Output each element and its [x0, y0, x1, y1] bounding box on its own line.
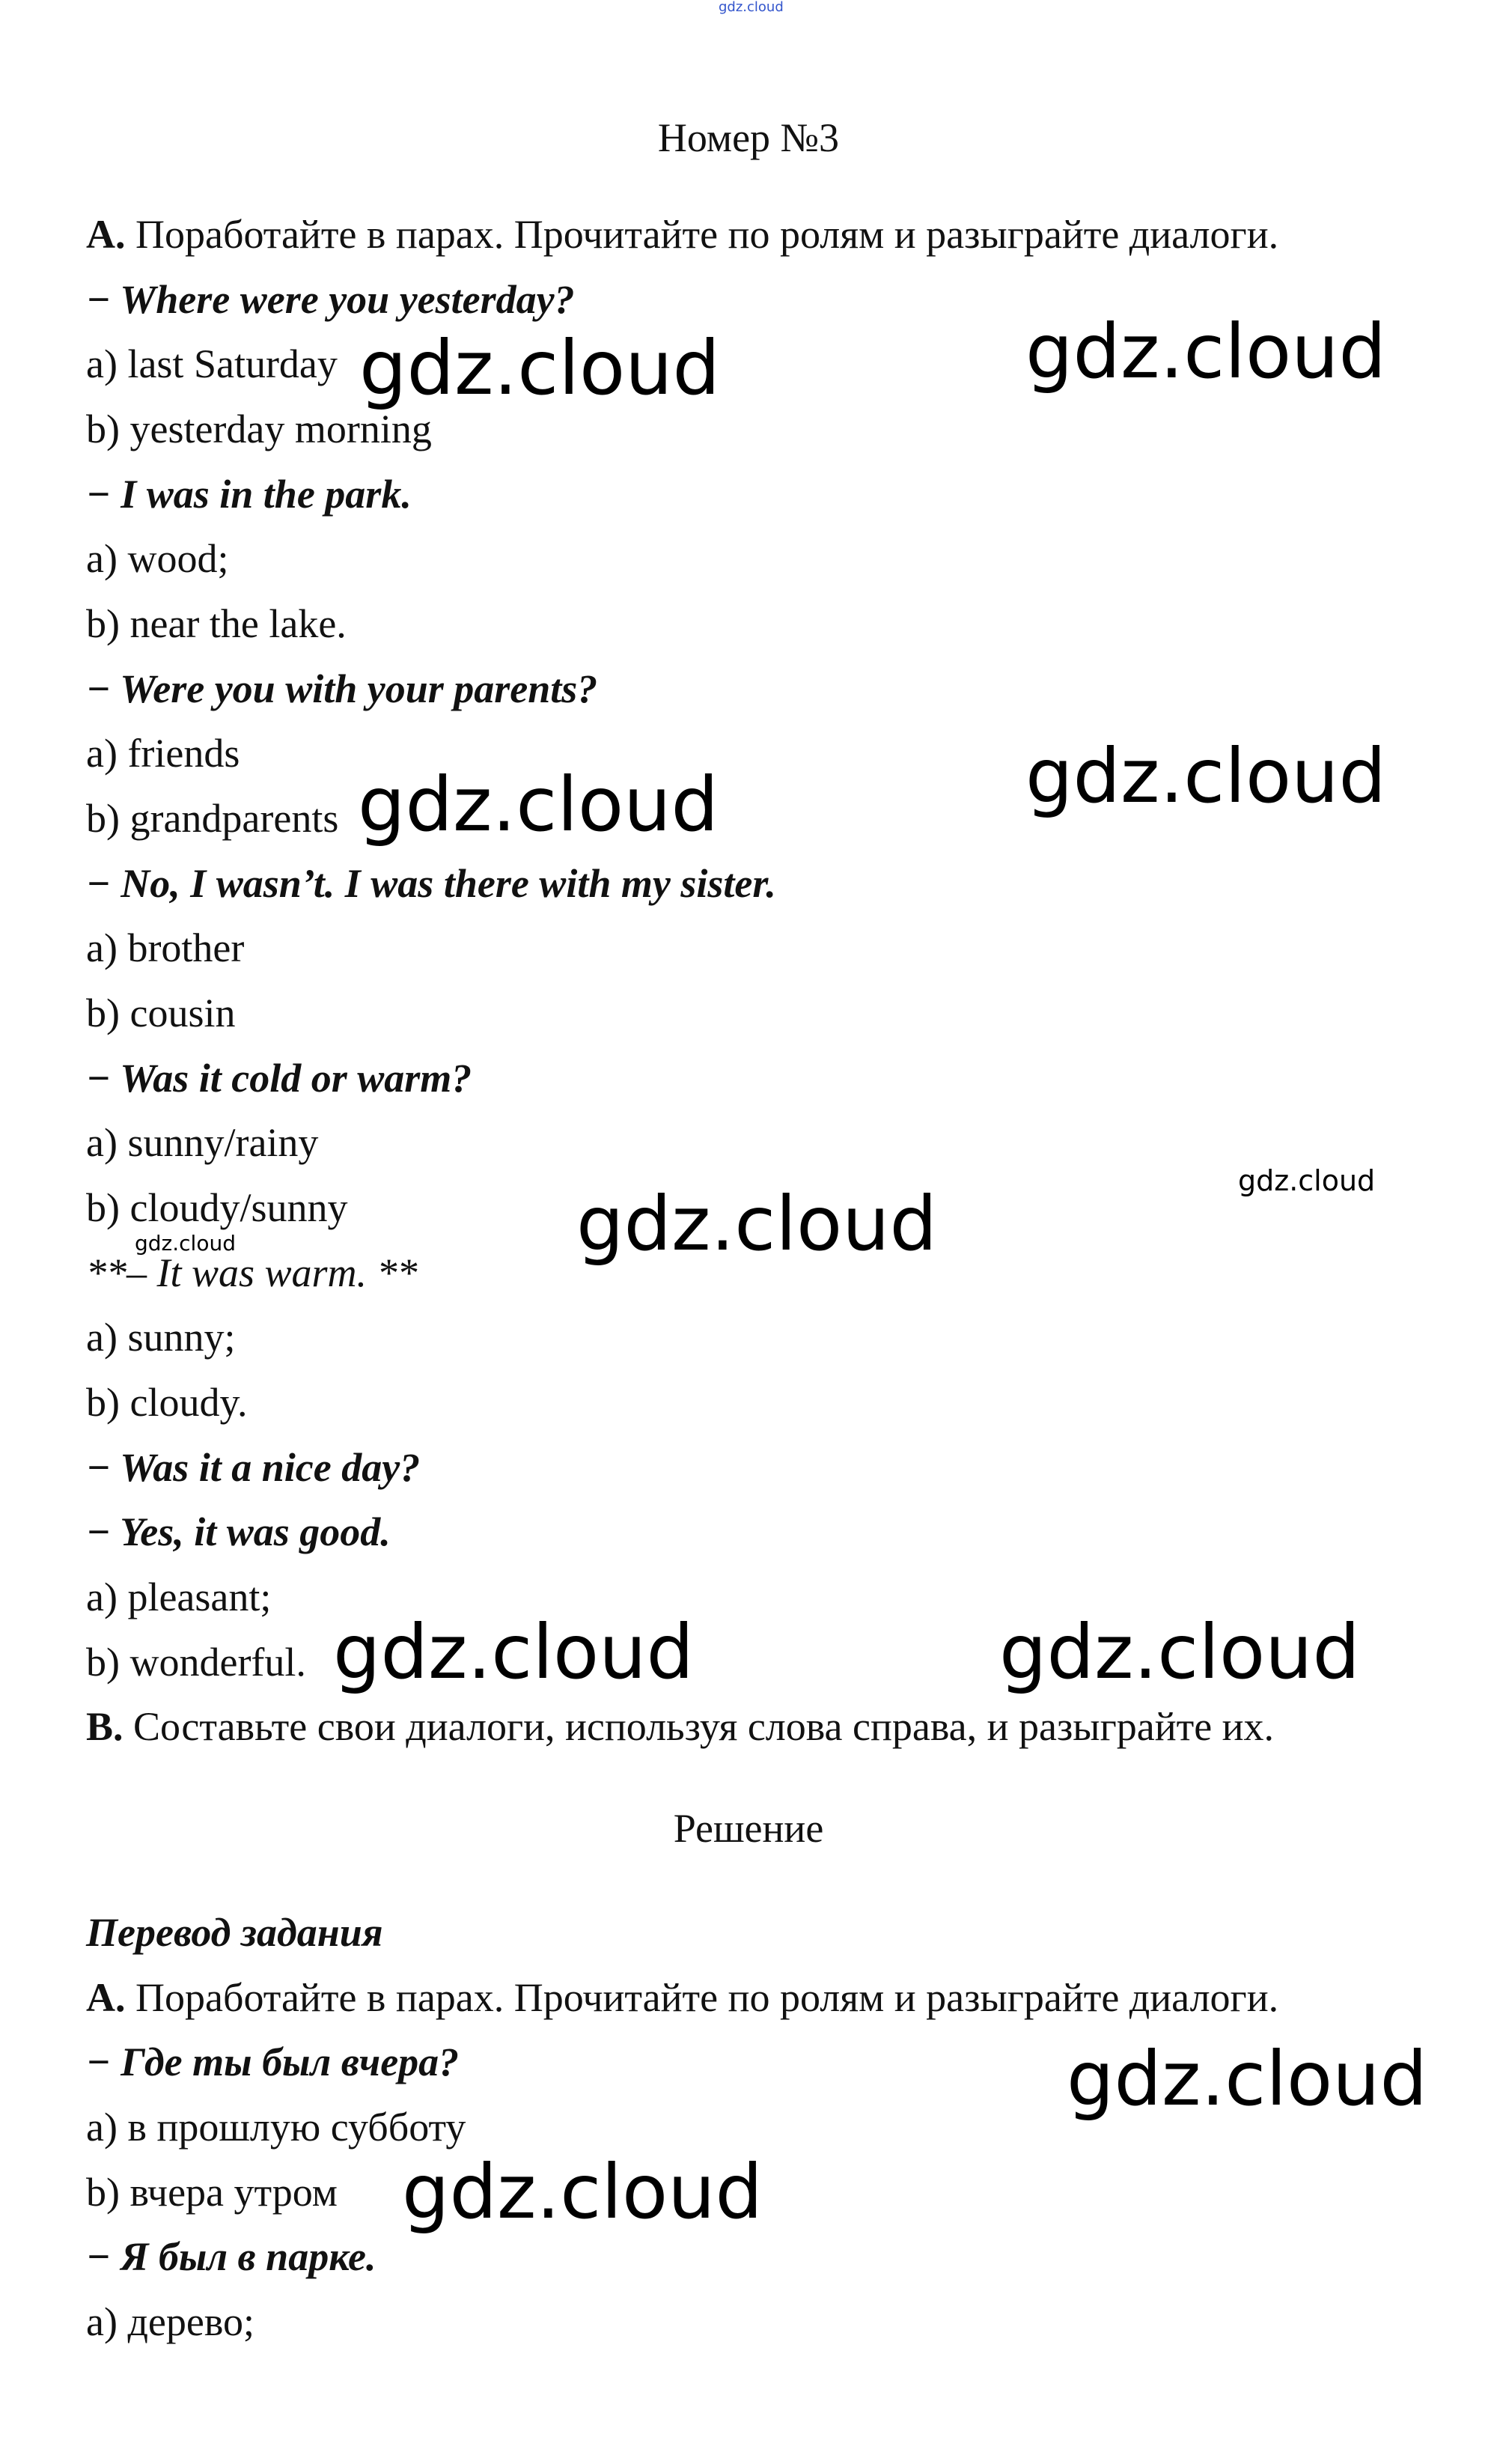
dialog-option: a) brother: [86, 925, 245, 970]
watermark-top: gdz.cloud: [719, 0, 784, 15]
dialog-option: b) grandparents: [86, 796, 339, 841]
solution-heading: Решение: [673, 1806, 824, 1851]
dialog-answer: **– It was warm. **: [86, 1250, 418, 1295]
task-b-label: B.: [86, 1704, 124, 1749]
watermark: gdz.cloud: [1025, 308, 1387, 395]
translated-task-a-label: A.: [86, 1975, 126, 2020]
dialog-option: b) near the lake.: [86, 601, 347, 646]
translated-option: b) вчера утром: [86, 2170, 338, 2215]
translated-question: − Где ты был вчера?: [86, 2039, 460, 2084]
dialog-answer: − No, I wasn’t. I was there with my sister.: [86, 861, 776, 906]
dialog-answer: − Yes, it was good.: [86, 1509, 391, 1554]
watermark: gdz.cloud: [358, 761, 719, 848]
watermark: gdz.cloud: [359, 324, 721, 412]
translated-option: a) дерево;: [86, 2299, 254, 2344]
task-b-instruction: [86, 1703, 1274, 1750]
dialog-option: a) last Saturday: [86, 341, 338, 386]
dialog-option: a) sunny;: [86, 1315, 236, 1360]
dialog-option: b) cloudy/sunny: [86, 1185, 348, 1230]
watermark: gdz.cloud: [999, 1608, 1361, 1696]
dialog-option: b) wonderful.: [86, 1640, 306, 1685]
watermark: gdz.cloud: [135, 1231, 236, 1256]
task-b-text: Составьте свои диалоги, используя слова справа, и разыграйте их.: [123, 1704, 1275, 1749]
page-title: Номер №3: [657, 115, 840, 160]
dialog-question: − Were you with your parents?: [86, 666, 598, 711]
translated-option: a) в прошлую субботу: [86, 2105, 466, 2150]
dialog-question: − Was it a nice day?: [86, 1445, 421, 1490]
dialog-option: a) friends: [86, 731, 240, 776]
dialog-option: a) sunny/rainy: [86, 1120, 319, 1165]
watermark: gdz.cloud: [1025, 732, 1387, 820]
translated-task-a-instruction: [86, 1974, 1278, 2022]
watermark: gdz.cloud: [333, 1608, 695, 1696]
translation-heading: Перевод задания: [86, 1910, 383, 1955]
dialog-option: b) cousin: [86, 991, 236, 1035]
task-a-label: A.: [86, 212, 126, 257]
task-a-text: Поработайте в парах. Прочитайте по ролям и разыграйте диалоги.: [125, 212, 1279, 257]
dialog-answer: − I was in the park.: [86, 472, 412, 517]
watermark: gdz.cloud: [402, 2148, 763, 2236]
task-a-instruction: [86, 210, 1278, 258]
watermark: gdz.cloud: [576, 1180, 938, 1268]
dialog-question: − Where were you yesterday?: [86, 277, 575, 322]
watermark: gdz.cloud: [1238, 1164, 1376, 1197]
dialog-option: b) yesterday morning: [86, 407, 432, 451]
translated-task-a-text: Поработайте в парах. Прочитайте по ролям и разыграйте диалоги.: [125, 1975, 1279, 2020]
translated-answer: − Я был в парке.: [86, 2234, 376, 2279]
dialog-option: a) pleasant;: [86, 1575, 272, 1619]
dialog-option: b) cloudy.: [86, 1380, 248, 1425]
dialog-option: a) wood;: [86, 536, 229, 581]
dialog-question: − Was it cold or warm?: [86, 1056, 472, 1101]
watermark: gdz.cloud: [1067, 2035, 1428, 2123]
